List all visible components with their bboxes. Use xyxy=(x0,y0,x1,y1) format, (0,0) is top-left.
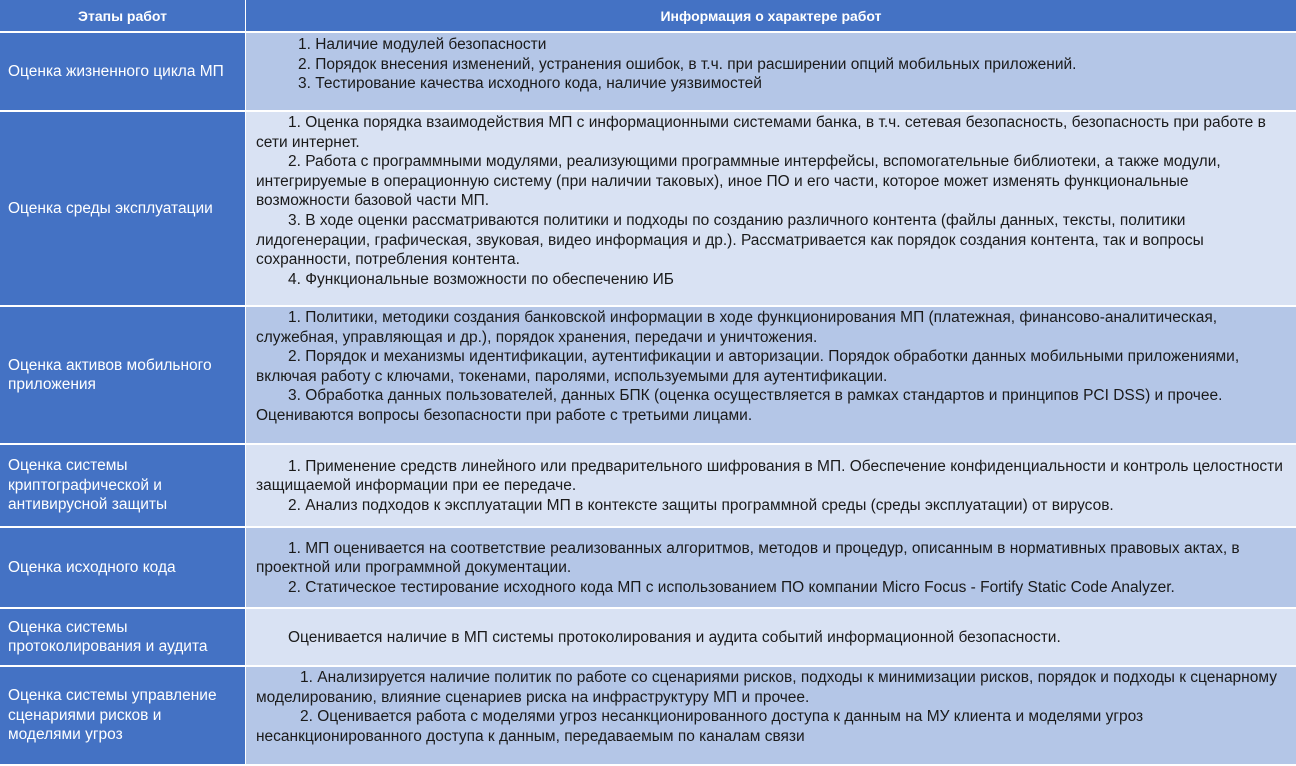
info-item: 3. Обработка данных пользователей, данных БПК (оценка осуществляется в рамках стандартов и принципов PCI DSS) и прочее. Оцениваются вопросы безопасности при работе с третьими лицами. xyxy=(256,387,1223,424)
info-item: 2. Порядок и механизмы идентификации, аутентификации и авторизации. Порядок обработки данных мобильными приложениями, включая работу с ключами, токенами, паролями, используемыми для аутентификации. xyxy=(256,348,1240,385)
info-item: 2. Анализ подходов к эксплуатации МП в контексте защиты программной среды (среды эксплуатации) от вирусов. xyxy=(288,496,1114,514)
info-item: 4. Функциональные возможности по обеспечению ИБ xyxy=(288,270,674,288)
info-cell-environment xyxy=(246,112,1296,307)
info-cell-crypto xyxy=(246,445,1296,528)
info-item: 2. Работа с программными модулями, реализующими программные интерфейсы, вспомогательные библиотеки, а также модули, интегрируемые в операционную систему (при наличии таковых), иное ПО и его части, которое может изменять функциональные возможности базовой части МП. xyxy=(256,153,1221,210)
info-item: 1. Анализируется наличие политик по работе со сценариями рисков, подходы к минимизации рисков, порядок и подходы к сценарному моделированию, влияние сценариев риска на инфраструктуру МП и прочее. xyxy=(256,669,1277,706)
info-cell-lifecycle xyxy=(246,33,1296,112)
stage-cell-risk: Оценка системы управление сценариями рисков и моделями угроз xyxy=(0,667,246,766)
stage-cell-lifecycle: Оценка жизненного цикла МП xyxy=(0,33,246,112)
info-block xyxy=(256,539,1284,598)
info-item: 1. МП оценивается на соответствие реализованных алгоритмов, методов и процедур, описанным в нормативных правовых актах, в проектной или программной документации. xyxy=(256,539,1240,577)
stage-cell-source-code: Оценка исходного кода xyxy=(0,528,246,609)
header-info: Информация о характере работ xyxy=(246,0,1296,33)
info-item: 1. Применение средств линейного или предварительного шифрования в МП. Обеспечение конфиденциальности и контроль целостности защищаемой информации при ее передаче. xyxy=(256,457,1283,495)
info-item: 2. Статическое тестирование исходного кода МП с использованием ПО компании Micro Focus - Fortify Static Code Analyzer. xyxy=(288,578,1175,596)
info-item: 1. Оценка порядка взаимодействия МП с информационными системами банка, в т.ч. сетевая безопасность, безопасность при работе в сети интернет. xyxy=(256,114,1266,151)
stage-cell-assets: Оценка активов мобильного приложения xyxy=(0,307,246,445)
info-cell-logging xyxy=(246,609,1296,667)
info-cell-risk xyxy=(246,667,1296,766)
info-item: 1. Политики, методики создания банковской информации в ходе функционирования МП (платежная, финансово-аналитическая, служебная, управляющая и др.), порядок хранения, передачи и уничтожения. xyxy=(256,309,1218,346)
info-block xyxy=(256,628,1061,648)
info-cell-source-code xyxy=(246,528,1296,609)
info-item: 1. Наличие модулей безопасности xyxy=(298,36,547,53)
info-block xyxy=(256,457,1284,516)
info-item: Оценивается наличие в МП системы протоколирования и аудита событий информационной безопасности. xyxy=(288,628,1061,646)
info-item: 2. Порядок внесения изменений, устранения ошибок, в т.ч. при расширении опций мобильных приложений. xyxy=(298,55,1077,73)
stage-cell-crypto: Оценка системы криптографической и антивирусной защиты xyxy=(0,445,246,528)
stage-cell-environment: Оценка среды эксплуатации xyxy=(0,112,246,307)
info-item: 3. В ходе оценки рассматриваются политики и подходы по созданию различного контента (файлы данных, тексты, политики лидогенерации, графическая, звуковая, видео информация и др.). Рассматривается как порядок создания контента, так и вопросы сохранности, потребления контента. xyxy=(256,211,1204,269)
stage-cell-logging: Оценка системы протоколирования и аудита xyxy=(0,609,246,667)
info-item: 2. Оценивается работа с моделями угроз несанкционированного доступа к данным на МУ клиента и моделями угроз несанкционированного доступа к данным, передаваемым по каналам связи xyxy=(256,708,1144,745)
info-item: 3. Тестирование качества исходного кода, наличие уязвимостей xyxy=(298,75,762,93)
header-stages: Этапы работ xyxy=(0,0,246,33)
info-cell-assets xyxy=(246,307,1296,445)
